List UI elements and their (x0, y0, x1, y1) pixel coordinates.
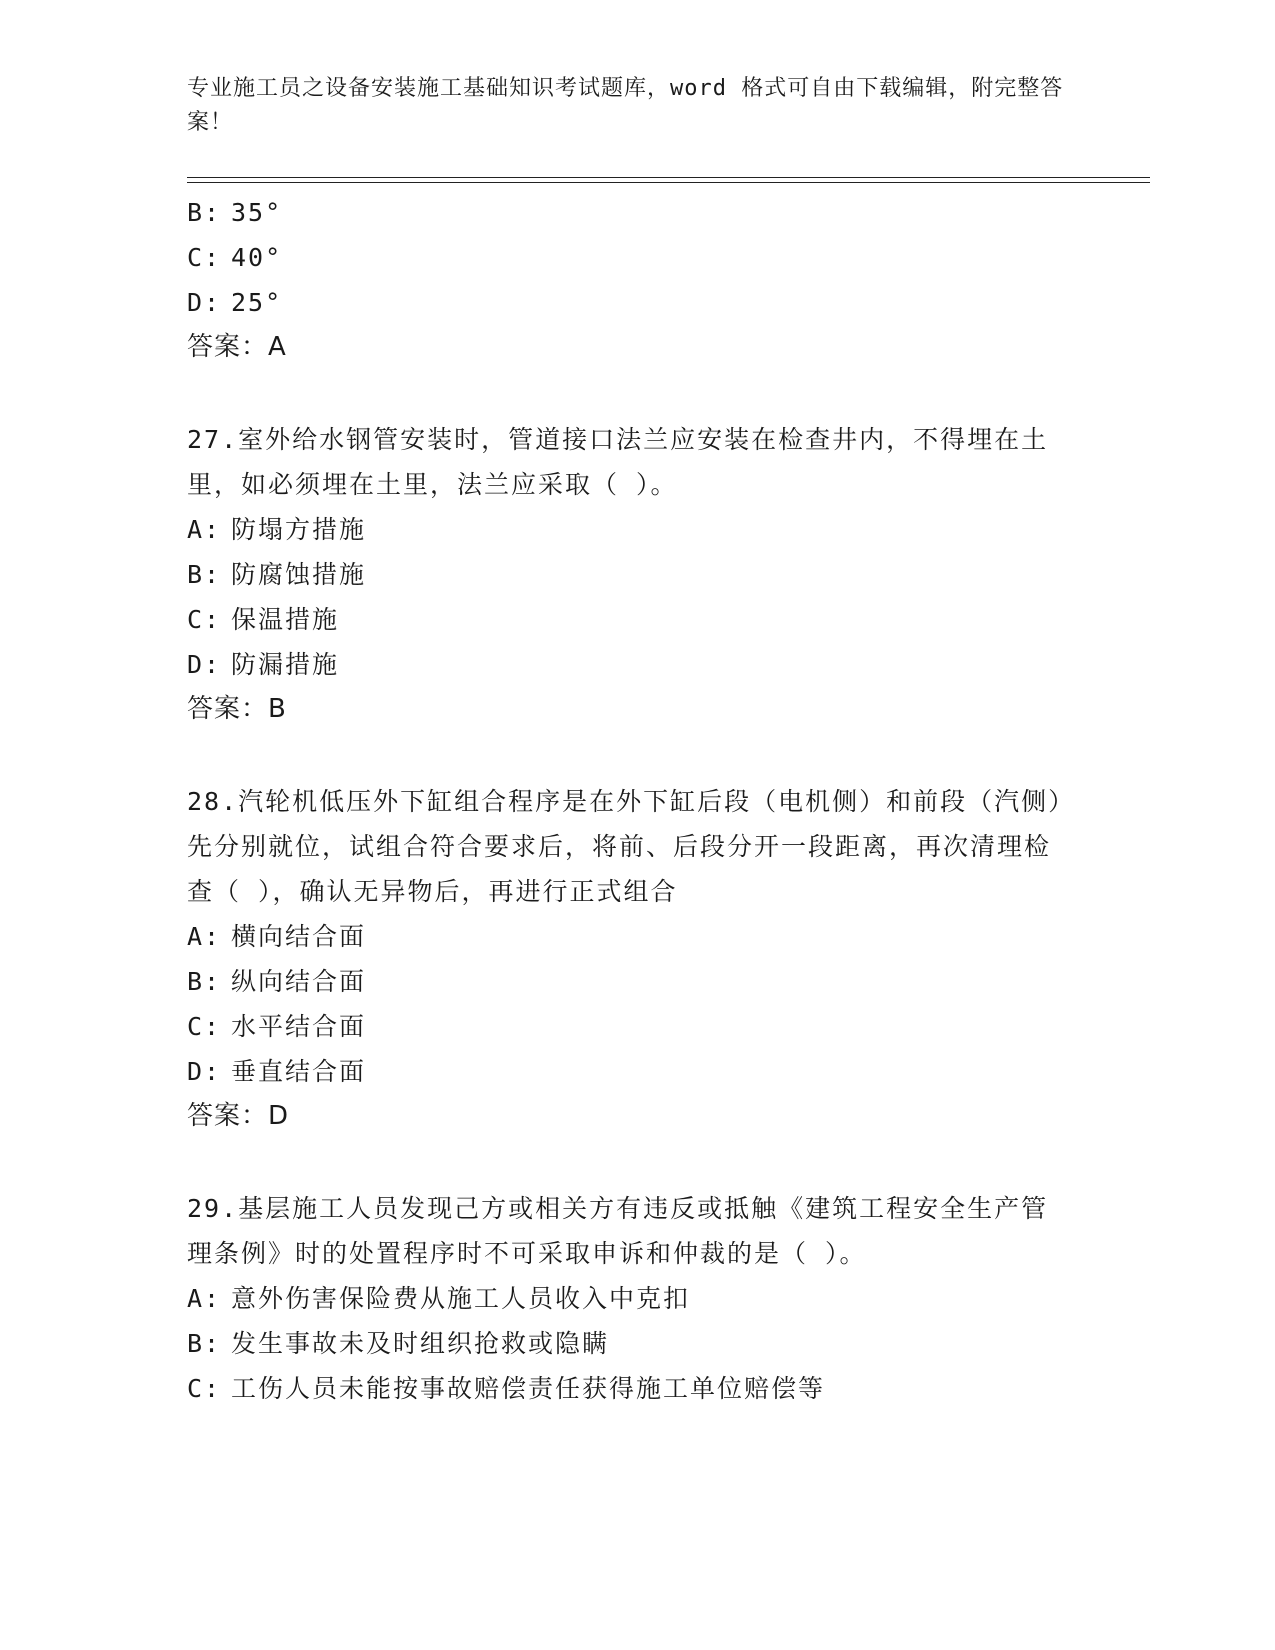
option-label: A: (187, 1284, 222, 1313)
option-label: D: (187, 288, 222, 317)
option-text: 垂直结合面 (231, 1057, 367, 1086)
option-item (187, 1366, 1067, 1411)
question-block (187, 779, 1067, 1139)
option-label: C: (187, 243, 222, 272)
option-item (187, 597, 1067, 642)
question-text: 28.汽轮机低压外下缸组合程序是在外下缸后段（电机侧）和前段（汽侧）先分别就位，试组合符合要求后，将前、后段分开一段距离，再次清理检查（ ），确认无异物后，再进行正式组合 (187, 787, 1063, 906)
header-divider (187, 177, 1150, 178)
question-text: 27.室外给水钢管安装时，管道接口法兰应安装在检查井内，不得埋在土里，如必须埋在土里，法兰应采取（ ）。 (187, 425, 1049, 499)
option-text: 40° (231, 243, 283, 272)
option-text: 水平结合面 (231, 1012, 367, 1041)
option-item (187, 1276, 1067, 1321)
option-text: 纵向结合面 (231, 967, 367, 996)
option-item (187, 1321, 1067, 1366)
option-text: 工伤人员未能按事故赔偿责任获得施工单位赔偿等 (231, 1374, 826, 1403)
option-text: 发生事故未及时组织抢救或隐瞒 (231, 1329, 610, 1358)
option-label: D: (187, 1057, 222, 1086)
question-block (187, 1186, 1067, 1411)
option-item (187, 507, 1067, 552)
option-item (187, 235, 1067, 280)
option-label: A: (187, 515, 222, 544)
option-label: C: (187, 1012, 222, 1041)
option-item (187, 280, 1067, 325)
option-label: B: (187, 560, 222, 589)
option-label: B: (187, 967, 222, 996)
answer-line: 答案：A (187, 332, 287, 362)
page-header: 专业施工员之设备安装施工基础知识考试题库，word 格式可自由下载编辑，附完整答案！ (187, 76, 1064, 135)
question-text: 29.基层施工人员发现己方或相关方有违反或抵触《建筑工程安全生产管理条例》时的处置程序时不可采取申诉和仲裁的是（ ）。 (187, 1194, 1049, 1268)
answer-line: 答案：B (187, 694, 287, 724)
option-text: 防塌方措施 (231, 515, 367, 544)
option-item (187, 552, 1067, 597)
option-label: B: (187, 1329, 222, 1358)
option-item (187, 1049, 1067, 1094)
option-label: C: (187, 1374, 222, 1403)
option-item (187, 1004, 1067, 1049)
header-divider (187, 182, 1150, 183)
question-block (187, 190, 1067, 370)
option-text: 防漏措施 (231, 650, 340, 679)
option-text: 保温措施 (231, 605, 340, 634)
option-label: C: (187, 605, 222, 634)
option-text: 横向结合面 (231, 922, 367, 951)
question-block (187, 417, 1067, 732)
option-item (187, 914, 1067, 959)
option-text: 35° (231, 198, 283, 227)
option-item (187, 642, 1067, 687)
option-label: A: (187, 922, 222, 951)
option-text: 25° (231, 288, 283, 317)
option-label: D: (187, 650, 222, 679)
option-label: B: (187, 198, 222, 227)
question-list (187, 190, 1067, 1411)
option-item (187, 959, 1067, 1004)
option-text: 防腐蚀措施 (231, 560, 367, 589)
option-text: 意外伤害保险费从施工人员收入中克扣 (231, 1284, 691, 1313)
answer-line: 答案：D (187, 1101, 290, 1131)
option-item (187, 190, 1067, 235)
